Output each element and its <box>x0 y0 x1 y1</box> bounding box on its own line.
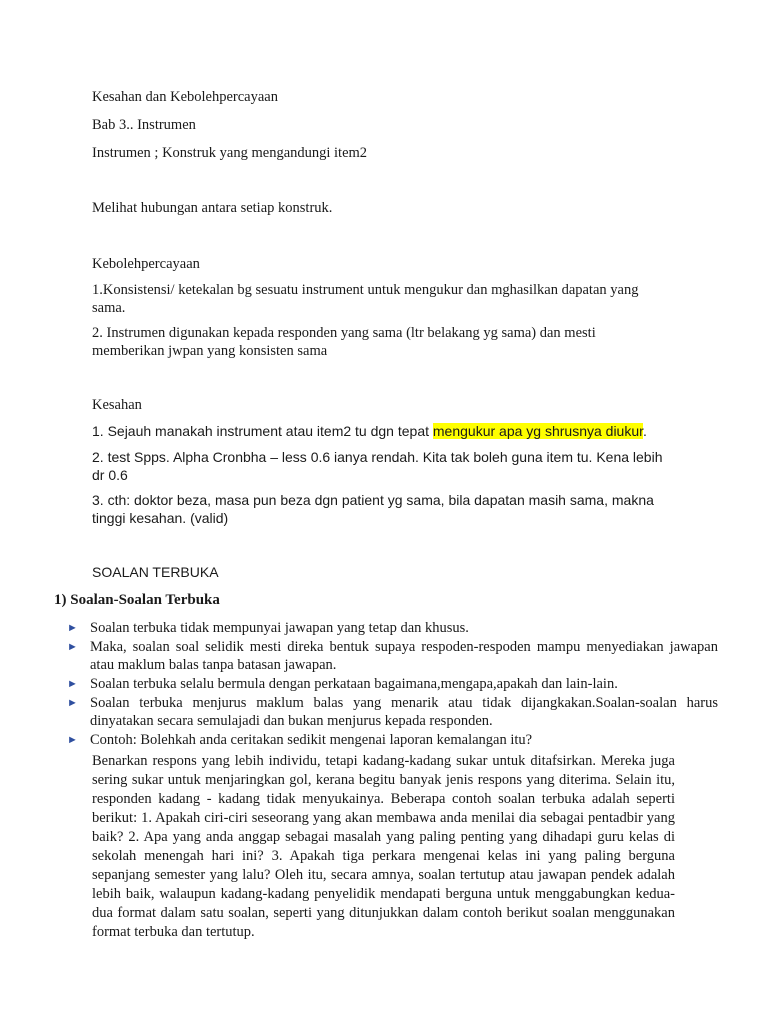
arrow-bullet-icon: ► <box>67 678 78 690</box>
arrow-bullet-icon: ► <box>67 622 78 634</box>
kesahan-point-3: 3. cth: doktor beza, masa pun beza dgn patient yg sama, bila dapatan masih sama, makna tinggi kesahan. (valid) <box>92 492 654 526</box>
kesahan-point-1-text: 1. Sejauh manakah instrument atau item2 tu dgn tepat <box>92 423 433 439</box>
kebolehpercayaan-point-1: 1.Konsistensi/ ketekalan bg sesuatu instrument untuk mengukur dan mghasilkan dapatan yang sama. <box>92 282 639 316</box>
kesahan-point-1-end: . <box>643 423 647 439</box>
kesahan-point-2: 2. test Spps. Alpha Cronbha – less 0.6 ianya rendah. Kita tak boleh guna item tu. Kena lebih dr 0.6 <box>92 449 663 483</box>
list-item <box>66 619 718 637</box>
bullet-list <box>66 619 718 750</box>
kesahan-point-1 <box>92 422 672 440</box>
kebolehpercayaan-title: Kebolehpercayaan <box>92 256 200 272</box>
list-item-text: Soalan terbuka selalu bermula dengan perkataan bagaimana,mengapa,apakah dan lain-lain. <box>90 676 618 692</box>
arrow-bullet-icon: ► <box>67 641 78 653</box>
doc-title-line: Kesahan dan Kebolehpercayaan <box>92 89 278 105</box>
list-item-text: Contoh: Bolehkah anda ceritakan sedikit mengenai laporan kemalangan itu? <box>90 732 533 748</box>
highlighted-text: mengukur apa yg shrusnya diukur <box>432 423 644 439</box>
list-item <box>66 694 718 730</box>
list-item <box>66 731 718 749</box>
arrow-bullet-icon: ► <box>67 734 78 746</box>
arrow-bullet-icon: ► <box>67 697 78 709</box>
kebolehpercayaan-point-2: 2. Instrumen digunakan kepada responden yang sama (ltr belakang yg sama) dan mesti memberikan jwpan yang konsisten sama <box>92 325 596 359</box>
body-paragraph: Benarkan respons yang lebih individu, tetapi kadang-kadang sukar untuk ditafsirkan. Mereka juga sering sukar untuk menjaringkan gol, kerana begitu banyak jenis respons yang diterima. Selain itu, responden kadang - kadang tidak menyukainya. Beberapa contoh soalan terbuka adalah seperti berikut: 1. Apakah ciri-ciri seseorang yang akan membawa anda menilai dia sebagai pentadbir yang baik? 2. Apa yang anda anggap sebagai masalah yang paling penting yang dihadapi guru kelas di sekolah menengah hari ini? 3. Apakah tiga perkara mengenai kelas ini yang paling berguna sepanjang semester yang lalu? Oleh itu, secara amnya, soalan tertutup atau jawapan pendek adalah lebih baik, walaupun kadang-kadang penyelidik mendapati berguna untuk menggabungkan kedua-dua format dalam satu soalan, seperti yang ditunjukkan dalam contoh berikut soalan menggunakan format terbuka dan tertutup. <box>92 753 675 940</box>
chapter-line: Bab 3.. Instrumen <box>92 117 196 133</box>
relationship-line: Melihat hubungan antara setiap konstruk. <box>92 200 333 216</box>
section-heading: 1) Soalan-Soalan Terbuka <box>54 592 220 608</box>
list-item-text: Soalan terbuka tidak mempunyai jawapan yang tetap dan khusus. <box>90 620 469 636</box>
list-item-text: Soalan terbuka menjurus maklum balas yang menarik atau tidak dijangkakan.Soalan-soalan harus dinyatakan secara semulajadi dan bukan menjurus kepada responden. <box>90 695 718 729</box>
list-item <box>66 638 718 674</box>
list-item-text: Maka, soalan soal selidik mesti direka bentuk supaya respoden-respoden mampu menyediakan jawapan atau maklum balas tanpa batasan jawapan. <box>90 639 718 673</box>
soalan-terbuka-title: SOALAN TERBUKA <box>92 564 219 580</box>
instrument-line: Instrumen ; Konstruk yang mengandungi item2 <box>92 145 368 161</box>
kesahan-title: Kesahan <box>92 397 142 413</box>
list-item <box>66 675 718 693</box>
